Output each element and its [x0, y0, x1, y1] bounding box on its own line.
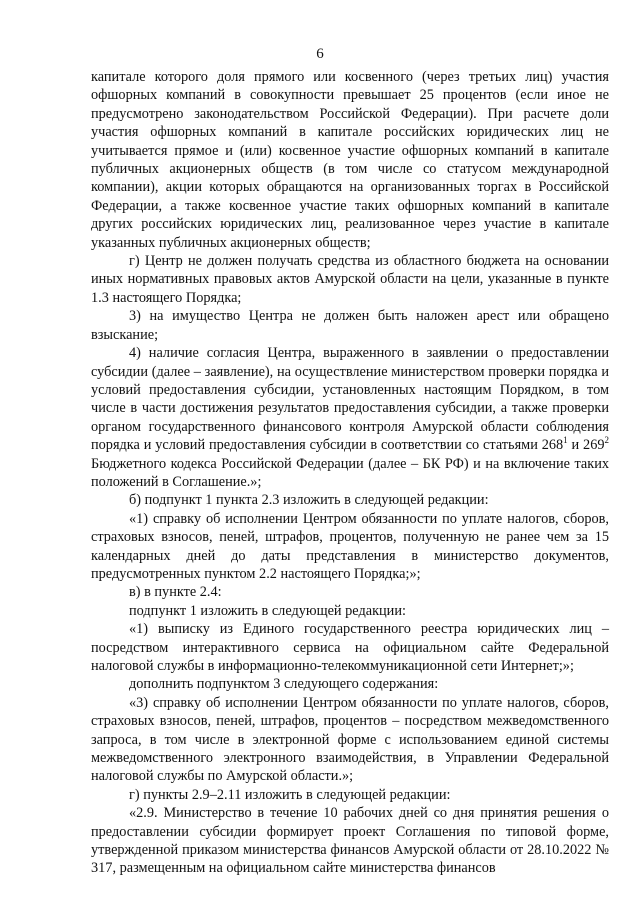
paragraph-3-property-arrest: 3) на имущество Центра не должен быть наложен арест или обращено взыскание; [91, 308, 609, 343]
paragraph-egrul-extract: «1) выписку из Единого государственного реестра юридических лиц – посредством интерактивного сервиса на официальном сайте Федеральной налоговой службы в информационно-телекоммуникационной сети Интернет;»; [91, 621, 609, 674]
paragraph-g-regional-budget: г) Центр не должен получать средства из областного бюджета на основании иных нормативных правовых актов Амурской области на цели, указанные в пункте 1.3 настоящего Порядка; [91, 253, 609, 306]
paragraph-tax-certificate: «1) справку об исполнении Центром обязанности по уплате налогов, сборов, страховых взносов, пеней, штрафов, процентов, полученную не ранее чем за 15 календарных дней до даты представления в министерство документов, предусмотренных пунктом 2.2 настоящего Порядка;»; [91, 510, 609, 582]
paragraph-add-subpoint-3: дополнить подпунктом 3 следующего содержания: [129, 676, 439, 693]
paragraph-4-text-before: 4) наличие согласия Центра, выраженного в заявлении о предоставлении субсидии (далее – заявление), на осуществление министерством проверки порядка и условий предоставления субсидии, установленных настоящим Порядком, в том числе в части достижения результатов предоставления субсидии, а также проверки органом государственного финансового контроля Амурской области соблюдения порядка и условий предоставления субсидии в соответствии со статьями 268 [91, 345, 609, 454]
paragraph-b-subpoint: б) подпункт 1 пункта 2.3 изложить в следующей редакции: [129, 492, 489, 509]
paragraph-v-point-2-4: в) в пункте 2.4: [129, 584, 222, 601]
paragraph-offshore-capital: капитале которого доля прямого или косвенного (через третьих лиц) участия офшорных компаний в совокупности превышает 25 процентов (если иное не предусмотрено законодательством Российской Федерации). При расчете доли участия офшорных компаний в капитале российских юридических лиц не учитывается прямое и (или) косвенное участие офшорных компаний в капитале публичных акционерных обществ (в том числе со статусом международной компании), акции которых обращаются на организованных торгах в Российской Федерации, а также косвенное участие таких офшорных компаний в капитале других российских юридических лиц, реализованное через участие в капитале указанных публичных акционерных обществ; [91, 69, 609, 251]
document-body [91, 68, 609, 878]
article-268-superscript: 1 [563, 435, 568, 446]
article-269-superscript: 2 [604, 435, 610, 446]
paragraph-4-text-middle: и 269 [567, 437, 605, 454]
paragraph-interagency-request: «3) справку об исполнении Центром обязанности по уплате налогов, сборов, страховых взносов, пеней, штрафов, процентов – посредством межведомственного запроса, в том числе в электронной форме с использованием единой системы межведомственного электронного взаимодействия, в Управлении Федеральной налоговой службы по Амурской области.»; [91, 694, 609, 785]
paragraph-4-text-after: Бюджетного кодекса Российской Федерации (далее – БК РФ) и на включение таких положений в Соглашение.»; [91, 455, 609, 490]
page-number: 6 [316, 46, 324, 62]
paragraph-4-consent [91, 344, 609, 491]
paragraph-subpoint-1-edit: подпункт 1 изложить в следующей редакции: [129, 602, 406, 619]
paragraph-g-points-2-9-2-11: г) пункты 2.9–2.11 изложить в следующей редакции: [129, 786, 451, 803]
paragraph-2-9-agreement: «2.9. Министерство в течение 10 рабочих дней со дня принятия решения о предоставлении субсидии формирует проект Соглашения по типовой форме, утвержденной приказом министерства финансов Амурской области от 28.10.2022 № 317, размещенным на официальном сайте министерства финансов [91, 805, 609, 877]
